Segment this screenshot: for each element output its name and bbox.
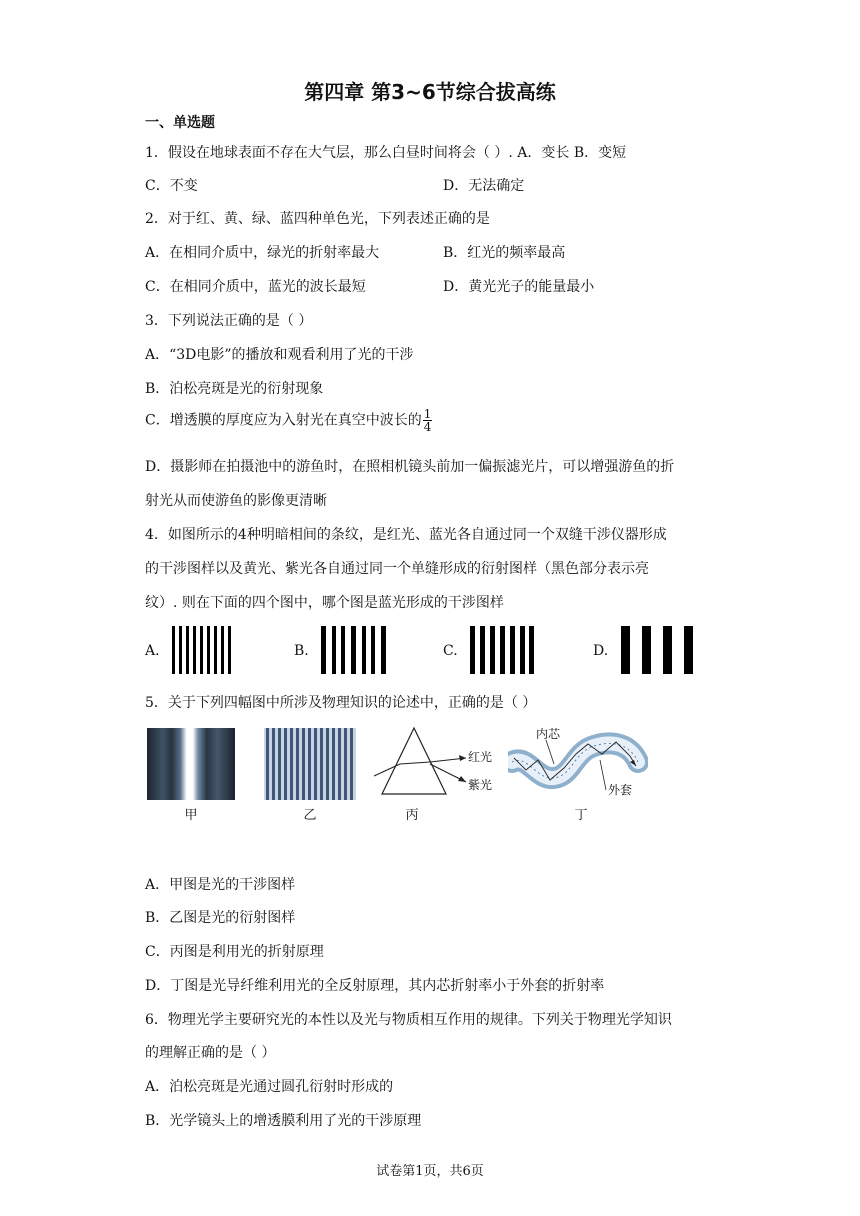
fraction-numerator: 1 bbox=[423, 407, 432, 421]
q2-option-b: B．红光的频率最高 bbox=[443, 245, 566, 261]
page-title: 第四章 第3~6节综合拔高练 bbox=[304, 80, 556, 104]
q5-stem: 5．关于下列四幅图中所涉及物理知识的论述中，正确的是（ ） bbox=[145, 695, 537, 711]
q6-stem-line1: 6．物理光学主要研究光的本性以及光与物质相互作用的规律。下列关于物理光学知识 bbox=[145, 1012, 672, 1028]
q1-option-c: C．不变 bbox=[145, 178, 198, 194]
q4-label-c: C. bbox=[443, 643, 458, 659]
interference-photo-icon bbox=[264, 728, 356, 800]
fringe-pattern-d bbox=[621, 626, 693, 674]
fringe-pattern-c bbox=[470, 626, 534, 674]
q3-option-b: B．泊松亮斑是光的衍射现象 bbox=[145, 381, 324, 397]
q3-option-c-text: C．增透膜的厚度应为入射光在真空中波长的 bbox=[145, 412, 422, 429]
q1-stem: 1．假设在地球表面不存在大气层，那么白昼时间将会（ ）. A．变长 B．变短 bbox=[145, 145, 627, 161]
page-footer: 试卷第1页，共6页 bbox=[376, 1164, 484, 1179]
q6-option-b: B．光学镜头上的增透膜利用了光的干涉原理 bbox=[145, 1113, 422, 1129]
fiber-label-core: 内芯 bbox=[536, 727, 561, 741]
fraction-denominator: 4 bbox=[423, 420, 432, 434]
q3-option-c bbox=[145, 408, 432, 433]
q5-option-a: A．甲图是光的干涉图样 bbox=[145, 877, 296, 893]
figure-jia bbox=[147, 728, 235, 804]
q5-option-d: D．丁图是光导纤维利用光的全反射原理，其内芯折射率小于外套的折射率 bbox=[145, 978, 605, 994]
q4-label-a: A. bbox=[145, 643, 160, 659]
figure-caption-ding: 丁 bbox=[574, 808, 588, 823]
q3-stem: 3．下列说法正确的是（ ） bbox=[145, 313, 313, 329]
fringe-pattern-b bbox=[321, 626, 389, 674]
figure-ding bbox=[508, 724, 648, 808]
section-heading: 一、单选题 bbox=[145, 115, 215, 131]
q2-option-a: A．在相同介质中，绿光的折射率最大 bbox=[145, 245, 380, 261]
diffraction-photo-icon bbox=[147, 728, 235, 800]
q3-option-d-line2: 射光从而使游鱼的影像更清晰 bbox=[145, 493, 327, 509]
prism-label-violet: 紫光 bbox=[468, 778, 493, 792]
q4-label-b: B. bbox=[294, 643, 309, 659]
figure-caption-jia: 甲 bbox=[184, 808, 198, 823]
q5-option-c: C．丙图是利用光的折射原理 bbox=[145, 944, 324, 960]
q2-option-d: D．黄光光子的能量最小 bbox=[443, 279, 595, 295]
fringe-pattern-a bbox=[172, 626, 232, 674]
q5-option-b: B．乙图是光的衍射图样 bbox=[145, 910, 296, 926]
q6-option-a: A．泊松亮斑是光通过圆孔衍射时形成的 bbox=[145, 1079, 394, 1095]
q1-option-d: D．无法确定 bbox=[443, 178, 525, 194]
figure-bing bbox=[374, 724, 498, 808]
prism-icon bbox=[374, 724, 498, 804]
q4-stem-line3: 纹）. 则在下面的四个图中，哪个图是蓝光形成的干涉图样 bbox=[145, 595, 504, 611]
prism-label-red: 红光 bbox=[468, 750, 493, 764]
q4-label-d: D. bbox=[593, 643, 609, 659]
q3-option-d-line1: D．摄影师在拍摄池中的游鱼时，在照相机镜头前加一偏振滤光片，可以增强游鱼的折 bbox=[145, 459, 675, 475]
figure-caption-yi: 乙 bbox=[303, 808, 317, 823]
fraction-one-quarter bbox=[423, 408, 433, 433]
q4-stem-line2: 的干涉图样以及黄光、紫光各自通过同一个单缝形成的衍射图样（黑色部分表示亮 bbox=[145, 561, 649, 577]
figure-caption-bing: 丙 bbox=[405, 808, 419, 823]
fiber-label-cladding: 外套 bbox=[608, 783, 633, 797]
q3-option-a: A．“3D电影”的播放和观看利用了光的干涉 bbox=[145, 347, 414, 363]
q2-stem: 2．对于红、黄、绿、蓝四种单色光，下列表述正确的是 bbox=[145, 211, 490, 227]
figure-yi bbox=[264, 728, 356, 804]
q2-option-c: C．在相同介质中，蓝光的波长最短 bbox=[145, 279, 366, 295]
q4-stem-line1: 4．如图所示的4种明暗相间的条纹，是红光、蓝光各自通过同一个双缝干涉仪器形成 bbox=[145, 527, 667, 543]
q6-stem-line2: 的理解正确的是（ ） bbox=[145, 1045, 276, 1061]
optical-fiber-icon bbox=[508, 724, 648, 804]
